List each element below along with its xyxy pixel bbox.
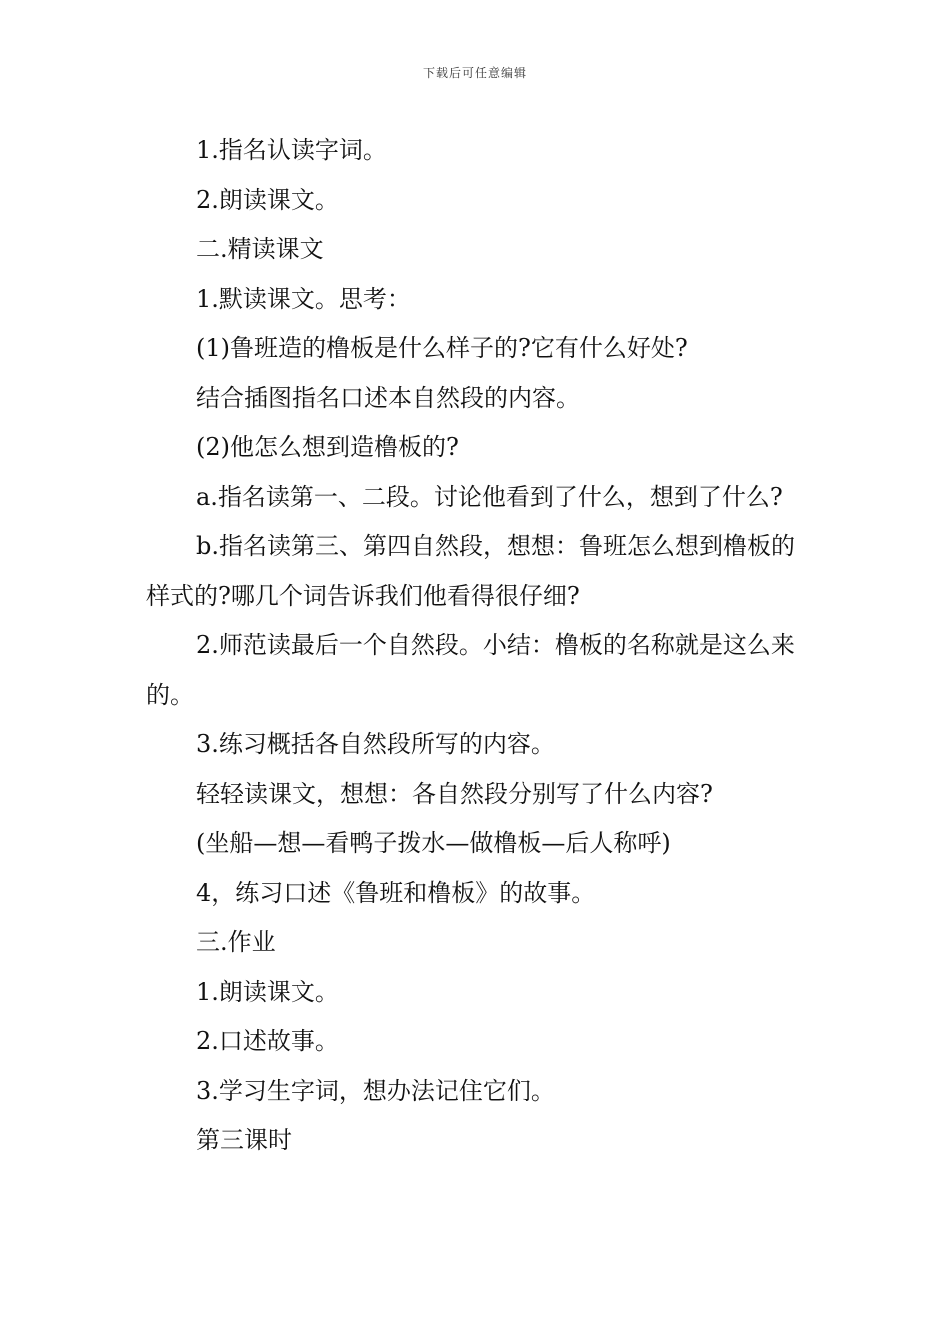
paragraph: 3.学习生字词，想办法记住它们。 xyxy=(196,1076,555,1105)
paragraph: 结合插图指名口述本自然段的内容。 xyxy=(196,383,580,412)
document-body xyxy=(146,126,806,1166)
page-header: 下载后可任意编辑 xyxy=(422,66,527,80)
paragraph: 1.朗读课文。 xyxy=(196,977,339,1006)
section-heading: 三.作业 xyxy=(196,928,276,956)
paragraph: (1)鲁班造的橹板是什么样子的?它有什么好处? xyxy=(196,334,688,362)
section-heading: 二.精读课文 xyxy=(196,235,324,263)
paragraph: (2)他怎么想到造橹板的? xyxy=(196,433,459,461)
paragraph: 2.口述故事。 xyxy=(196,1027,339,1055)
paragraph: (坐船—想—看鸭子拨水—做橹板—后人称呼) xyxy=(196,829,671,857)
paragraph: 轻轻读课文，想想：各自然段分别写了什么内容? xyxy=(196,779,713,808)
section-heading: 第三课时 xyxy=(196,1126,292,1154)
paragraph: a.指名读第一、二段。讨论他看到了什么，想到了什么? xyxy=(196,482,783,511)
paragraph: b.指名读第三、第四自然段，想想：鲁班怎么想到橹板的样式的?哪几个词告诉我们他看得很仔细? xyxy=(146,532,795,610)
paragraph: 3.练习概括各自然段所写的内容。 xyxy=(196,730,555,758)
paragraph: 4，练习口述《鲁班和橹板》的故事。 xyxy=(196,878,596,907)
paragraph: 1.指名认读字词。 xyxy=(196,136,387,164)
paragraph: 1.默读课文。思考： xyxy=(196,284,411,313)
paragraph: 2.师范读最后一个自然段。小结：橹板的名称就是这么来的。 xyxy=(146,631,795,709)
paragraph: 2.朗读课文。 xyxy=(196,185,339,214)
